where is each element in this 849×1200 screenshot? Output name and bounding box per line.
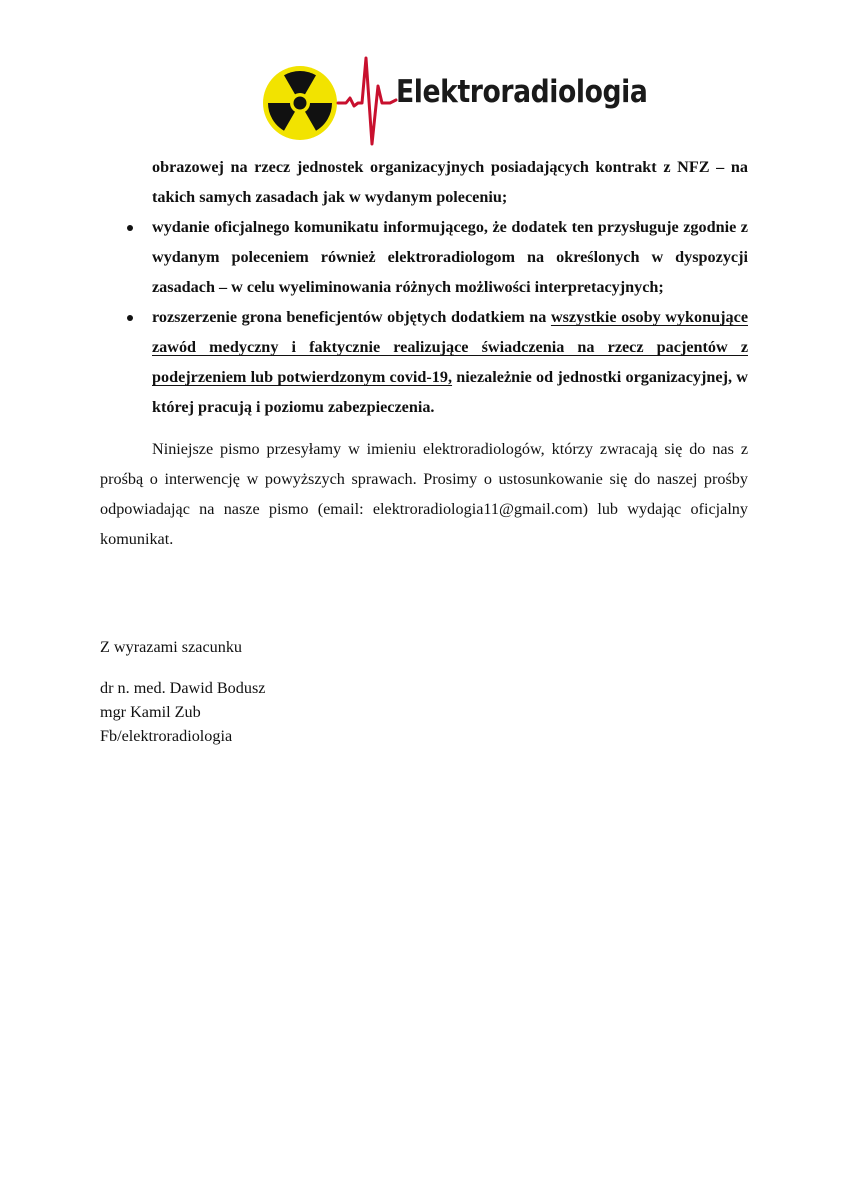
- list-item-text: wydanie oficjalnego komunikatu informującego, że dodatek ten przysługuje zgodnie z wydanym poleceniem również elektroradiologom na określonych w dyspozycji zasadach – w celu wyeliminowania różnych możliwości interpretacyjnych;: [152, 218, 748, 296]
- continued-bullet-text: obrazowej na rzecz jednostek organizacyjnych posiadających kontrakt z NFZ – na takich samych zasadach jak w wydanym poleceniu;: [152, 158, 748, 206]
- body-paragraph: Niniejsze pismo przesyłamy w imieniu elektroradiologów, którzy zwracają się do nas z prośbą o interwencję w powyższych sprawach. Prosimy o ustosunkowanie się do naszej prośby odpowiadając na nasze pismo (email: elektroradiologia11@gmail.com) lub wydając oficjalny komunikat.: [100, 440, 748, 548]
- logo-brand-text: Elektroradiologia: [396, 74, 648, 110]
- list-item-text-underlined: wszystkie osoby wykonujące zawód medyczny i faktycznie realizujące świadczenia na rzecz pacjentów z podejrzeniem lub potwierdzonym covid-19,: [152, 308, 748, 386]
- ecg-line-icon: [338, 58, 396, 144]
- list-item: [100, 302, 748, 422]
- signature-line: Fb/elektroradiologia: [100, 727, 233, 745]
- signature-block: [100, 676, 265, 748]
- signature-line: dr n. med. Dawid Bodusz: [100, 679, 266, 697]
- elektroradiologia-logo: [262, 56, 648, 146]
- list-item: [100, 212, 748, 302]
- request-list: [100, 212, 748, 422]
- closing-salutation: Z wyrazami szacunku: [100, 638, 243, 656]
- letter-body: [100, 152, 748, 554]
- bullet-icon: [127, 315, 133, 321]
- list-item-text-after: niezależnie od jednostki organizacyjnej, w której pracują i poziomu zabezpieczenia.: [152, 368, 748, 416]
- bullet-icon: [127, 225, 133, 231]
- list-item-text-before: rozszerzenie grona beneficjentów objętych dodatkiem na: [152, 308, 551, 326]
- signature-line: mgr Kamil Zub: [100, 703, 201, 721]
- radiation-trefoil-icon: [263, 61, 340, 140]
